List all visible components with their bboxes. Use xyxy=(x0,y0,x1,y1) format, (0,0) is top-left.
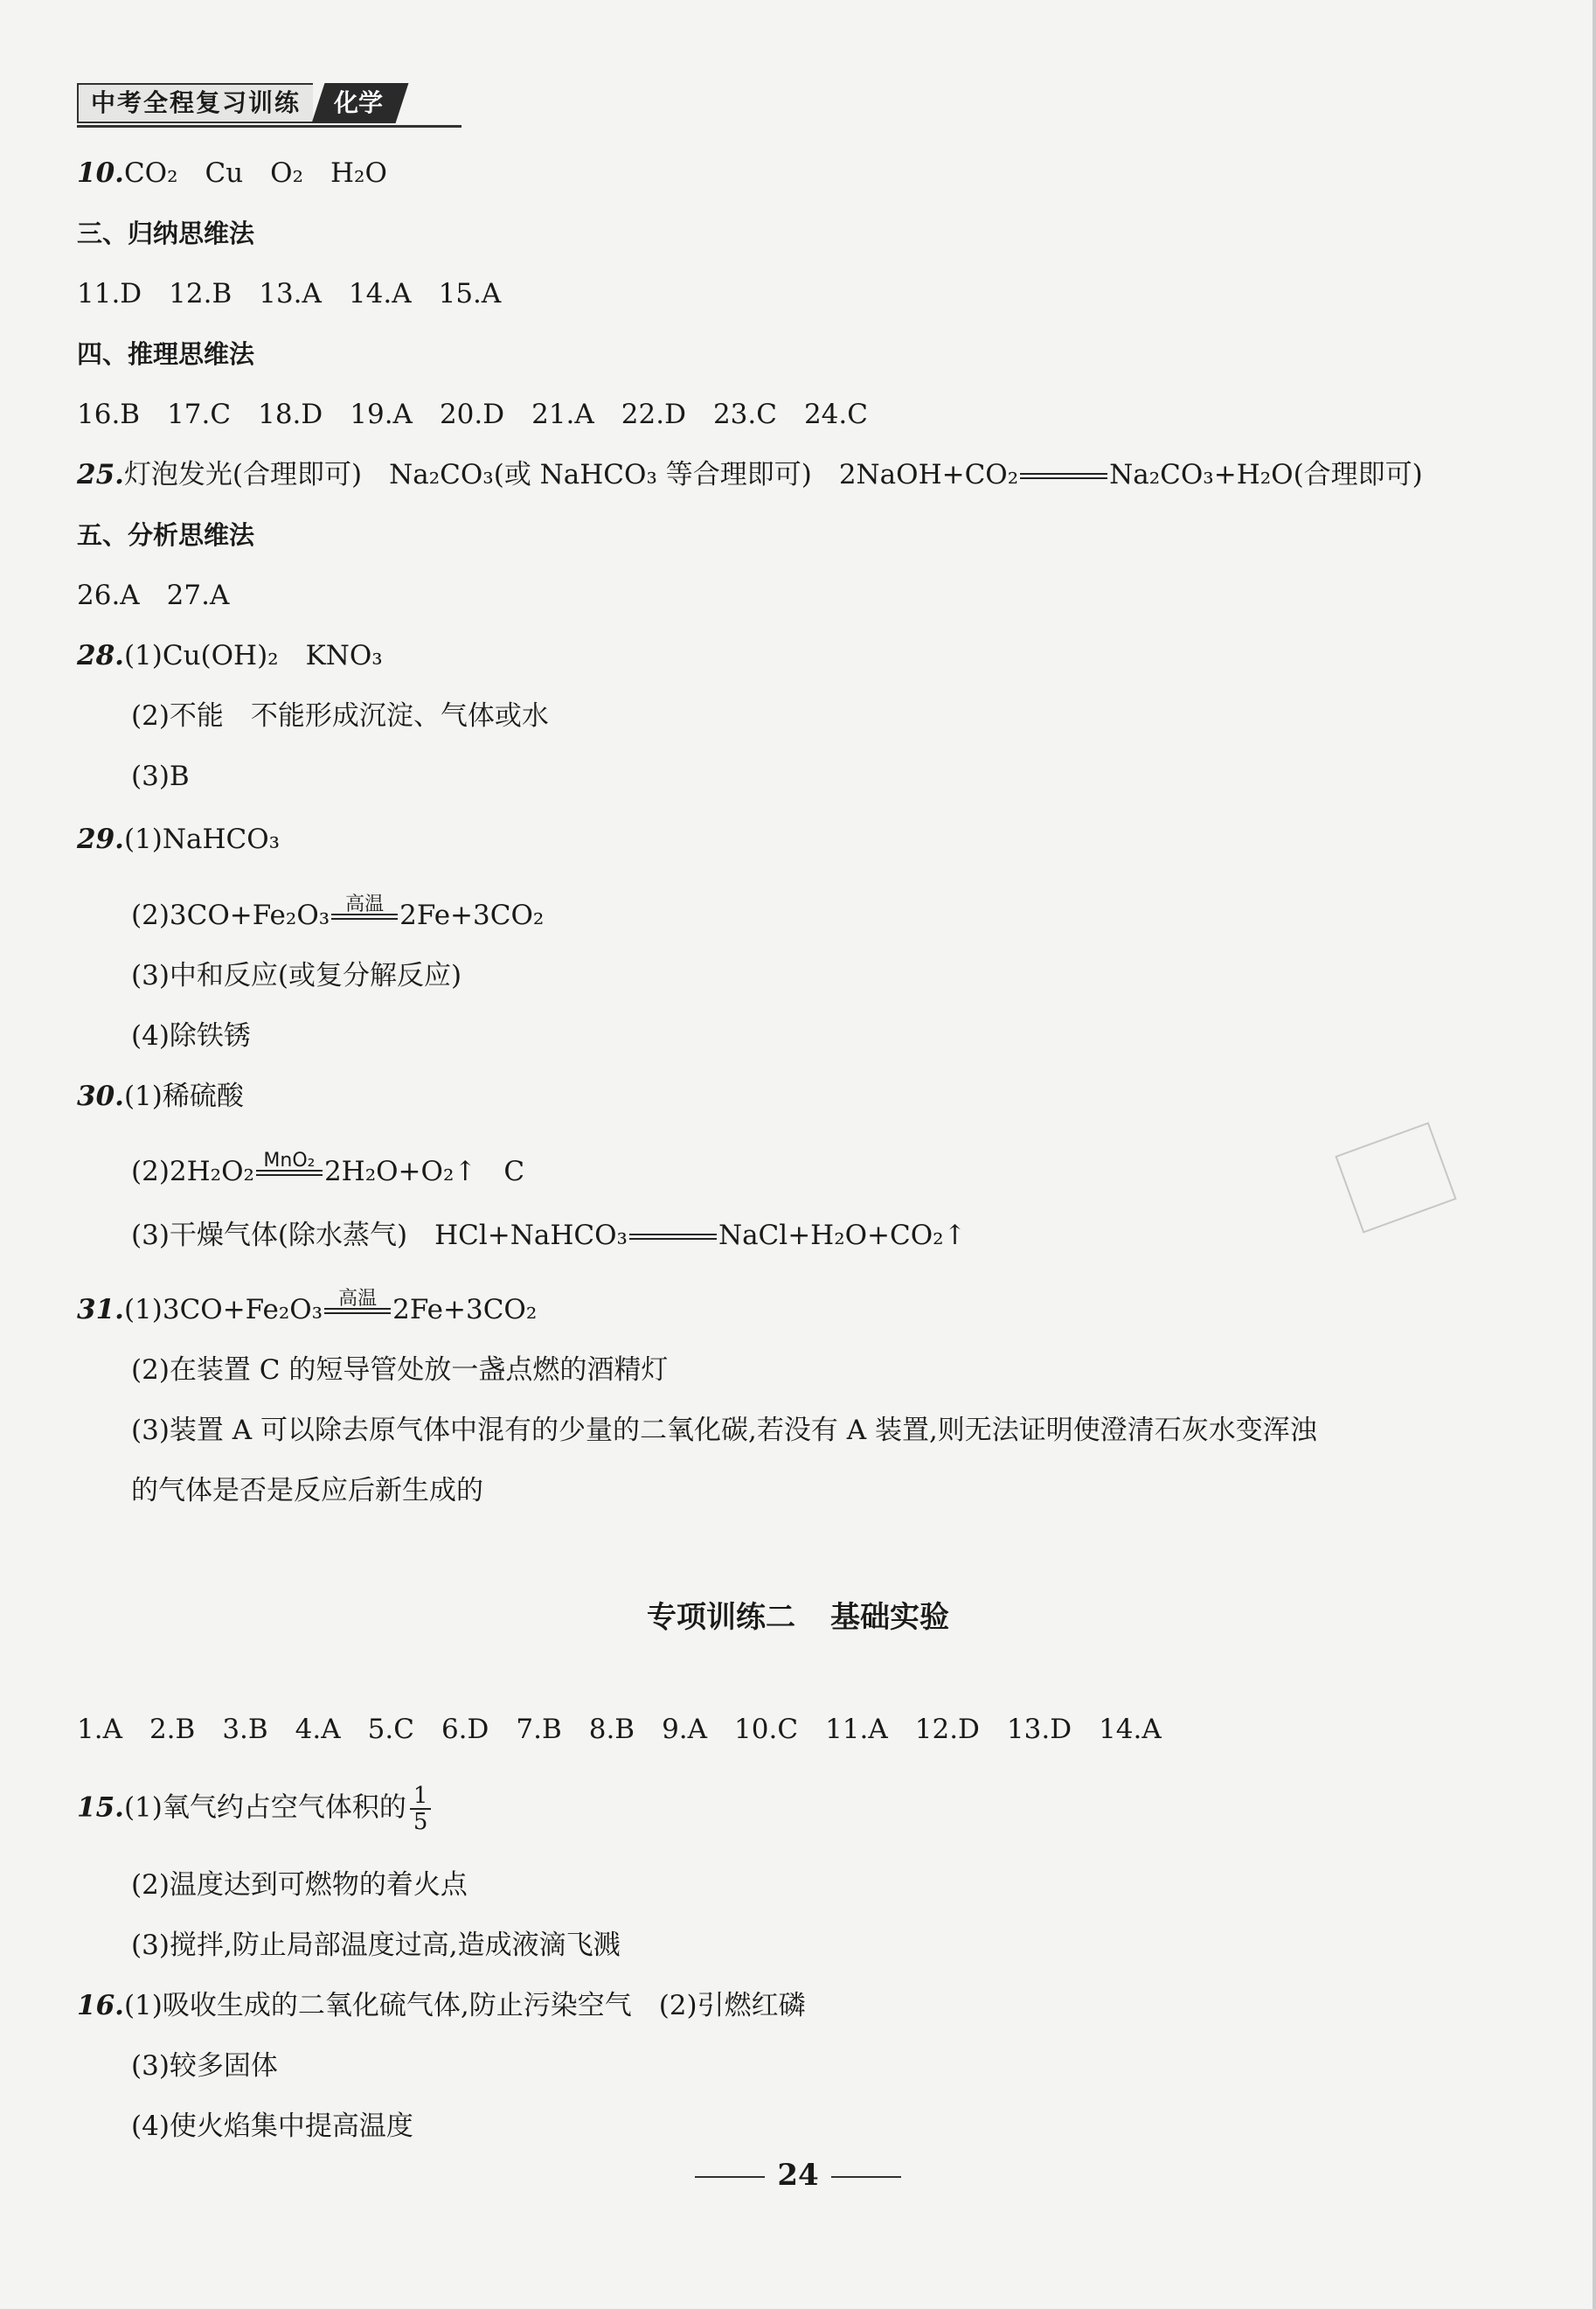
footer-ornament-left xyxy=(695,2176,765,2178)
answer-16-3: (3)较多固体 xyxy=(131,2050,278,2082)
answer-31-3a: (3)装置 A 可以除去原气体中混有的少量的二氧化碳,若没有 A 装置,则无法证明使澄清石灰水变浑浊 xyxy=(131,1415,1317,1446)
answer-15-1: 15.(1)氧气约占空气体积的 $\frac{1}{5}$ xyxy=(77,1784,431,1834)
answer-15-3: (3)搅拌,防止局部温度过高,造成液滴飞溅 xyxy=(131,1930,621,1961)
equation-equals xyxy=(1020,473,1107,479)
reaction-condition: MnO₂ xyxy=(256,1170,323,1176)
answer-29-4: (4)除铁锈 xyxy=(131,1020,251,1052)
answer-30-1: 30.(1)稀硫酸 xyxy=(77,1081,244,1112)
answer-31-1: 31.(1)3CO+Fe₂O₃ 高温 2Fe+3CO₂ xyxy=(77,1288,538,1325)
answers-11-15: 11.D 12.B 13.A 14.A 15.A xyxy=(77,278,502,309)
answer-29-2: (2)3CO+Fe₂O₃ 高温 2Fe+3CO₂ xyxy=(131,894,545,931)
answers-1-14: 1.A 2.B 3.B 4.A 5.C 6.D 7.B 8.B 9.A 10.C 11.A 12.D 13.D 14.A xyxy=(77,1714,1162,1745)
header-rule xyxy=(77,125,461,128)
section-heading-5: 五、分析思维法 xyxy=(77,520,255,550)
answer-31-2: (2)在装置 C 的短导管处放一盏点燃的酒精灯 xyxy=(131,1354,669,1386)
answer-28-2: (2)不能 不能形成沉淀、气体或水 xyxy=(131,700,549,732)
answer-25: 25.灯泡发光(合理即可) Na₂CO₃(或 NaHCO₃ 等合理即可) 2NaOH+CO₂ Na₂CO₃+H₂O(合理即可) xyxy=(77,459,1423,490)
answer-28-1: 28.(1)Cu(OH)₂ KNO₃ xyxy=(77,640,383,671)
stamp-graphic xyxy=(1335,1122,1456,1233)
book-title: 中考全程复习训练 xyxy=(77,83,313,123)
subject-tab xyxy=(312,83,409,123)
answer-30-2: (2)2H₂O₂ MnO₂ 2H₂O+O₂↑ C xyxy=(131,1150,525,1187)
answer-16-1: 16.(1)吸收生成的二氧化硫气体,防止污染空气 (2)引燃红磷 xyxy=(77,1990,806,2021)
fraction: $\frac{1}{5}$ xyxy=(410,1784,432,1834)
answer-28-3: (3)B xyxy=(131,761,190,792)
page-number: 24 xyxy=(777,2158,819,2193)
answers-16-24: 16.B 17.C 18.D 19.A 20.D 21.A 22.D 23.C 24.C xyxy=(77,399,868,430)
answer-29-1: 29.(1)NaHCO₃ xyxy=(77,824,281,855)
running-header xyxy=(77,83,402,123)
answer-15-2: (2)温度达到可燃物的着火点 xyxy=(131,1869,468,1901)
answers-26-27: 26.A 27.A xyxy=(77,580,230,611)
reaction-condition: 高温 xyxy=(324,1308,391,1314)
equation-equals xyxy=(629,1234,717,1240)
section-heading-4: 四、推理思维法 xyxy=(77,339,255,369)
section-heading-3: 三、归纳思维法 xyxy=(77,219,255,248)
answer-29-3: (3)中和反应(或复分解反应) xyxy=(131,960,462,991)
footer-ornament-right xyxy=(831,2176,901,2178)
page-footer xyxy=(0,2158,1596,2193)
answer-30-3: (3)干燥气体(除水蒸气) HCl+NaHCO₃ NaCl+H₂O+CO₂↑ xyxy=(131,1220,967,1251)
answer-10: 10.CO₂ Cu O₂ H₂O xyxy=(77,157,387,189)
reaction-condition: 高温 xyxy=(331,914,398,920)
subject-label: 化学 xyxy=(334,88,384,117)
section-title: 专项训练二 基础实验 xyxy=(647,1600,949,1635)
page-edge xyxy=(1593,0,1596,2309)
answer-31-3b: 的气体是否是反应后新生成的 xyxy=(131,1475,483,1506)
answer-16-4: (4)使火焰集中提高温度 xyxy=(131,2111,413,2142)
